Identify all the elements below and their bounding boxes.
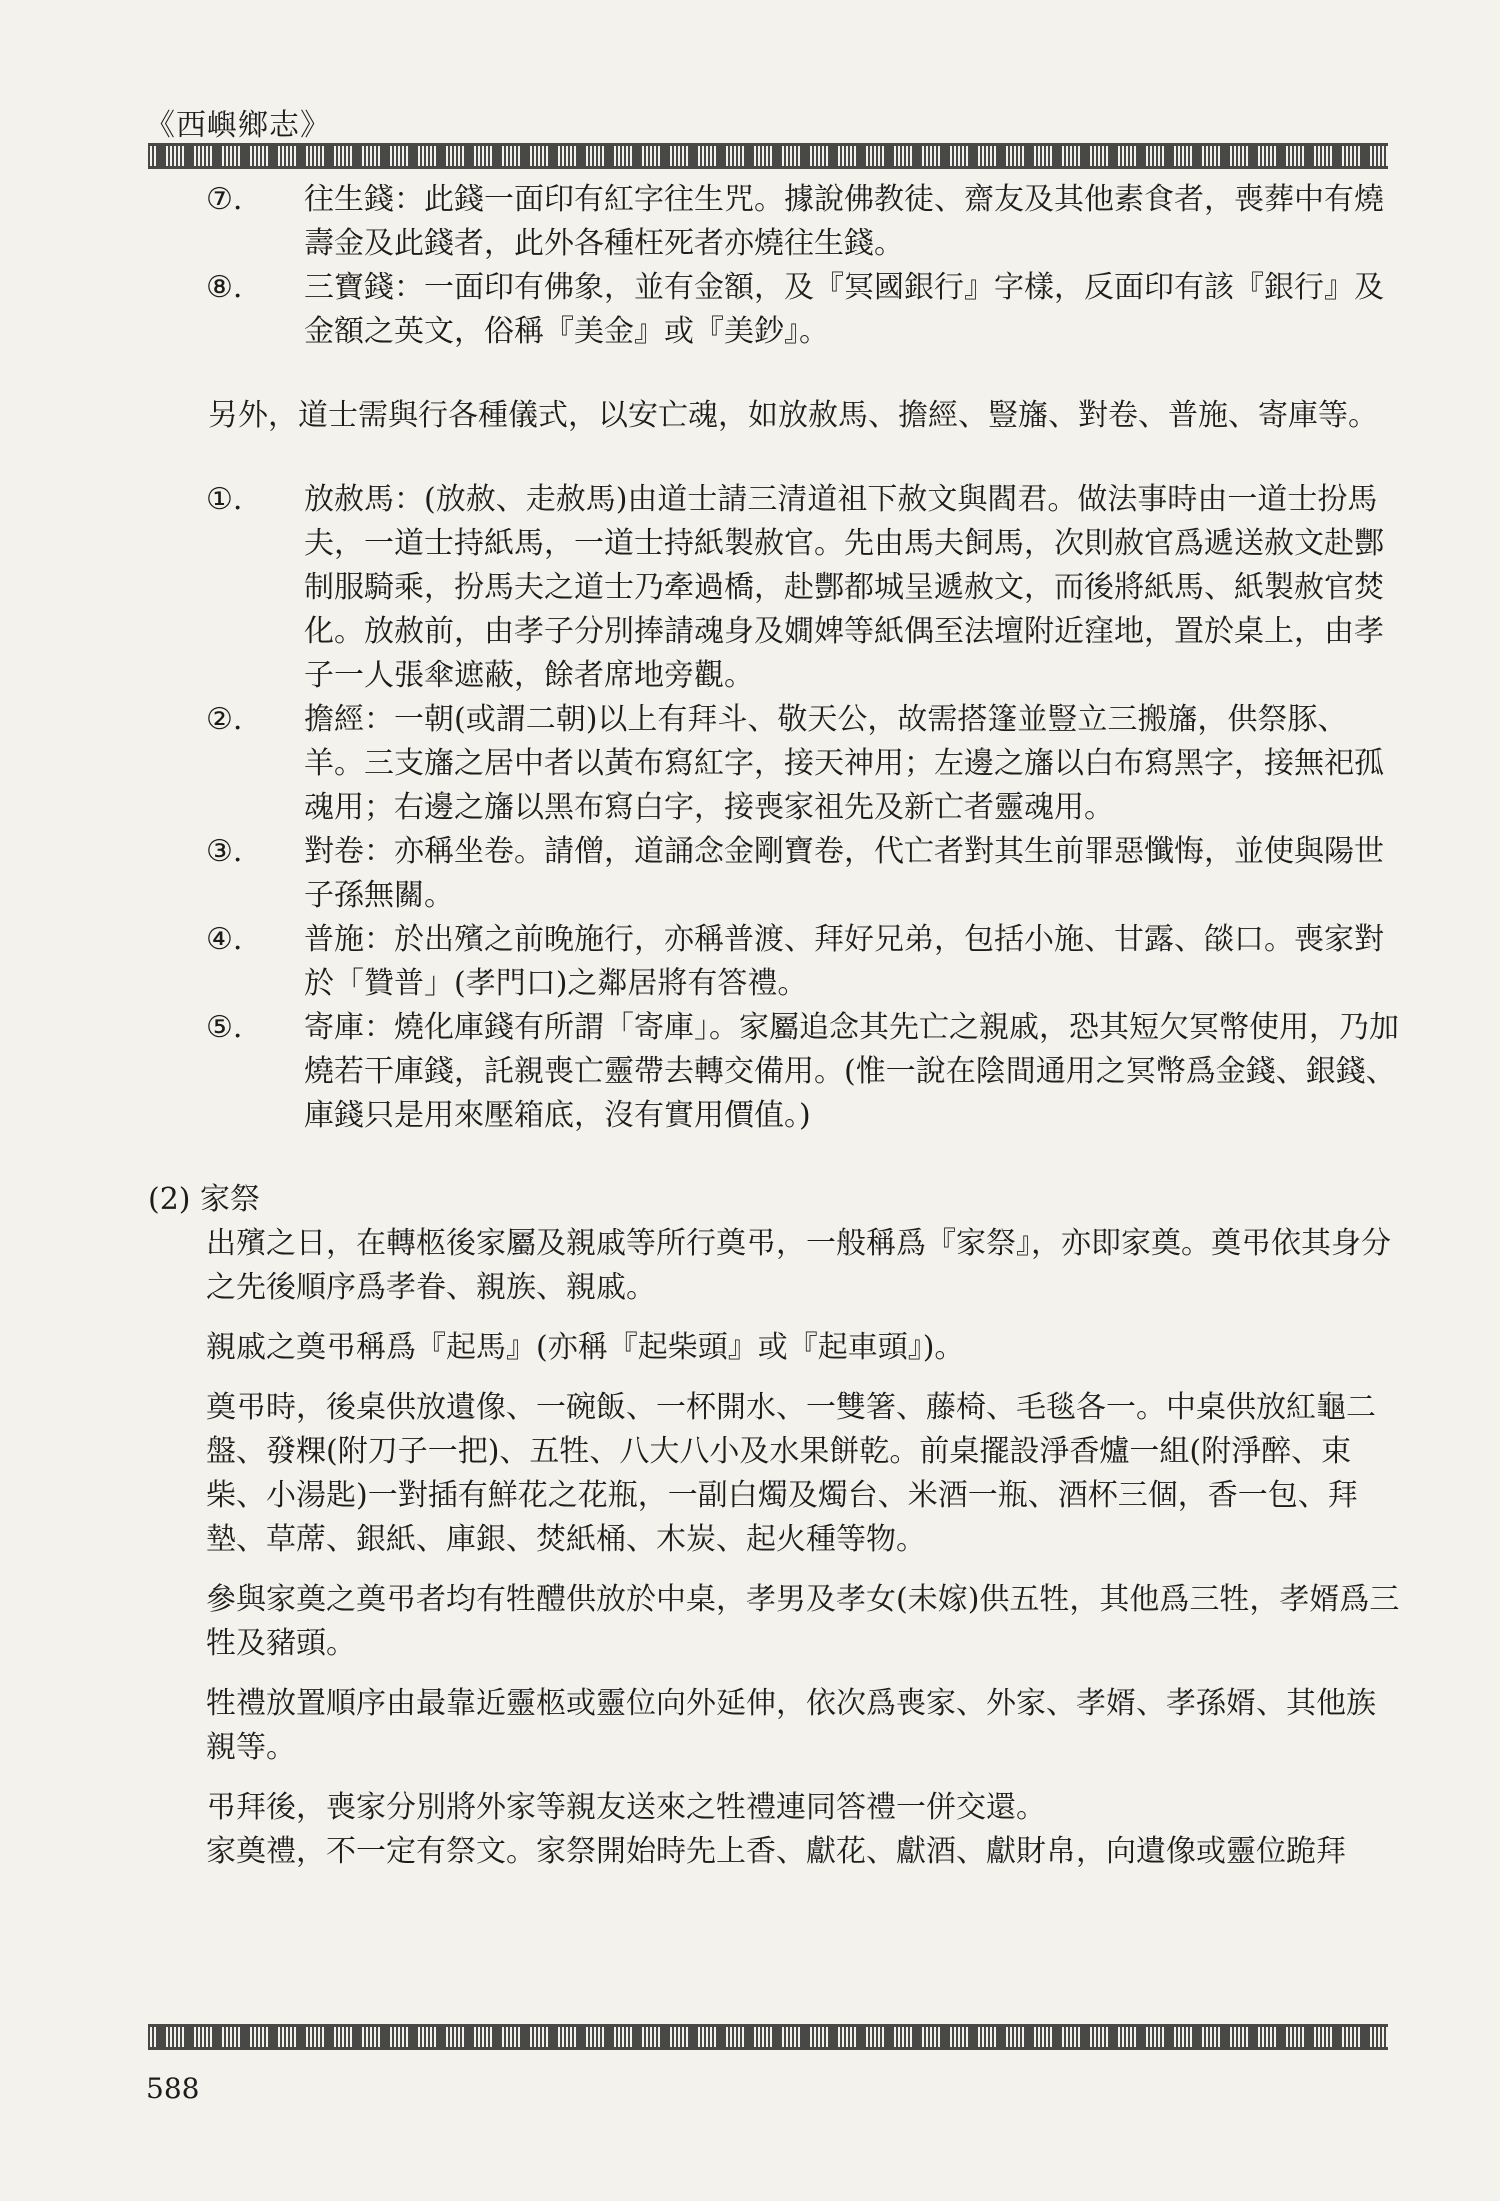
intro-paragraph: 另外，道士需與行各種儀式，以安亡魂，如放赦馬、擔經、豎旛、對卷、普施、寄庫等。 xyxy=(208,398,1378,433)
spacer xyxy=(148,438,1403,478)
spacer xyxy=(148,1138,1403,1178)
item-text: 對卷：亦稱坐卷。請僧，道誦念金剛寶卷，代亡者對其生前罪惡懺悔，並使與陽世子孫無關。 xyxy=(304,834,1384,913)
spacer xyxy=(148,1562,1403,1578)
spacer xyxy=(148,1370,1403,1386)
section-paragraph: 出殯之日，在轉柩後家屬及親戚等所行奠弔，一般稱爲『家祭』，亦即家奠。奠弔依其身分之先後順序爲孝眷、親族、親戚。 xyxy=(206,1226,1391,1305)
section-paragraph: 參與家奠之奠弔者均有牲醴供放於中桌，孝男及孝女(未嫁)供五牲，其他爲三牲，孝婿爲三牲及豬頭。 xyxy=(206,1582,1400,1661)
item-number: ⑤. xyxy=(206,1010,243,1045)
list-item xyxy=(148,698,1403,830)
list-item xyxy=(148,478,1403,698)
section-paragraph: 親戚之奠弔稱爲『起馬』(亦稱『起柴頭』或『起車頭』)。 xyxy=(206,1330,965,1365)
item-text: 寄庫：燒化庫錢有所謂「寄庫」。家屬追念其先亡之親戚，恐其短欠冥幣使用，乃加燒若干庫錢，託親喪亡靈帶去轉交備用。(惟一說在陰間通用之冥幣爲金錢、銀錢、庫錢只是用來壓箱底，沒有實用價值。) xyxy=(304,1010,1399,1133)
items-list-b xyxy=(148,478,1403,1138)
list-item xyxy=(148,830,1403,918)
item-number: ⑧. xyxy=(206,270,243,305)
item-text: 放赦馬：(放赦、走赦馬)由道士請三清道祖下赦文與閻君。做法事時由一道士扮馬夫，一道士持紙馬，一道士持紙製赦官。先由馬夫飼馬，次則赦官爲遞送赦文赴酆制服騎乘，扮馬夫之道士乃牽過橋，赴酆都城呈遞赦文，而後將紙馬、紙製赦官焚化。放赦前，由孝子分別捧請魂身及嫺婢等紙偶至法壇附近窪地，置於桌上，由孝子一人張傘遮蔽，餘者席地旁觀。 xyxy=(304,482,1384,693)
spacer xyxy=(148,1666,1403,1682)
item-text: 往生錢：此錢一面印有紅字往生咒。據說佛教徒、齋友及其他素食者，喪葬中有燒壽金及此錢者，此外各種枉死者亦燒往生錢。 xyxy=(304,182,1384,261)
item-number: ①. xyxy=(206,482,243,517)
page-number: 588 xyxy=(146,2072,200,2105)
bottom-decorative-border xyxy=(148,2024,1388,2050)
item-text: 三寶錢：一面印有佛象，並有金額，及『冥國銀行』字樣，反面印有該『銀行』及金額之英文，俗稱『美金』或『美鈔』。 xyxy=(304,270,1384,349)
top-decorative-border xyxy=(148,143,1388,169)
spacer xyxy=(148,354,1403,394)
spacer xyxy=(148,1770,1403,1786)
item-text: 普施：於出殯之前晚施行，亦稱普渡、拜好兄弟，包括小施、甘露、燄口。喪家對於「贊普」(孝門口)之鄰居將有答禮。 xyxy=(304,922,1384,1001)
section-paragraph: 奠弔時，後桌供放遺像、一碗飯、一杯開水、一雙箸、藤椅、毛毯各一。中桌供放紅龜二盤、發粿(附刀子一把)、五牲、八大八小及水果餅乾。前桌擺設淨香爐一組(附淨醉、束柴、小湯匙)一對插有鮮花之花瓶，一副白燭及燭台、米酒一瓶、酒杯三個，香一包、拜墊、草蓆、銀紙、庫銀、焚紙桶、木炭、起火種等物。 xyxy=(206,1390,1376,1557)
list-item xyxy=(148,918,1403,1006)
item-number: ⑦. xyxy=(206,182,243,217)
page-header-title: 《西嶼鄉志》 xyxy=(145,108,331,143)
list-item xyxy=(148,1006,1403,1138)
list-item xyxy=(148,178,1403,266)
item-text: 擔經：一朝(或謂二朝)以上有拜斗、敬天公，故需搭篷並豎立三搬旛，供祭豚、羊。三支旛之居中者以黃布寫紅字，接天神用；左邊之旛以白布寫黑字，接無祀孤魂用；右邊之旛以黑布寫白字，接喪家祖先及新亡者靈魂用。 xyxy=(304,702,1384,825)
item-number: ④. xyxy=(206,922,243,957)
section-paragraph: 家奠禮，不一定有祭文。家祭開始時先上香、獻花、獻酒、獻財帛，向遺像或靈位跪拜 xyxy=(206,1834,1346,1869)
section-paragraph: 牲禮放置順序由最靠近靈柩或靈位向外延伸，依次爲喪家、外家、孝婿、孝孫婿、其他族親等。 xyxy=(206,1686,1376,1765)
section-heading: (2) 家祭 xyxy=(148,1182,261,1217)
list-item xyxy=(148,266,1403,354)
section-paragraph: 弔拜後，喪家分別將外家等親友送來之牲禮連同答禮一併交還。 xyxy=(206,1790,1046,1825)
item-number: ②. xyxy=(206,702,243,737)
item-number: ③. xyxy=(206,834,243,869)
main-content xyxy=(148,178,1403,1874)
spacer xyxy=(148,1310,1403,1326)
items-list-a xyxy=(148,178,1403,354)
